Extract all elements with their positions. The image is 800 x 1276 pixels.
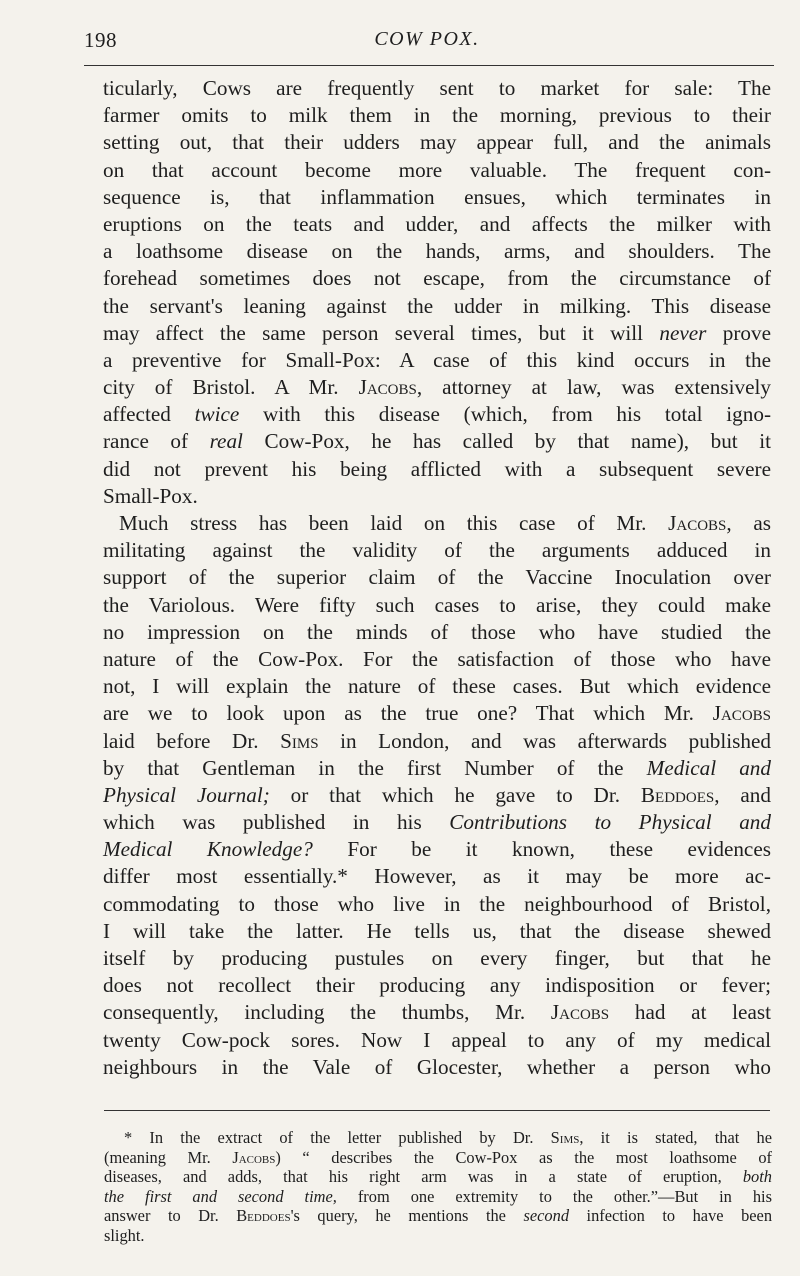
body-line: Medical Knowledge? For be it known, these evidences	[103, 837, 771, 862]
body-line: ticularly, Cows are frequently sent to market for sale: The	[103, 76, 771, 100]
body-line: setting out, that their udders may appear full, and the animals	[103, 130, 771, 155]
footnote-line: slight.	[104, 1225, 145, 1245]
body-line: forehead sometimes does not escape, from the circumstance of	[103, 266, 771, 291]
body-line: affected twice with this disease (which, from his total igno-	[103, 402, 772, 427]
body-line: laid before Dr. Sims in London, and was afterwards published	[103, 728, 771, 753]
body-line: differ most essentially.* However, as it may be more ac-	[103, 864, 771, 889]
body-line: a preventive for Small-Pox: A case of this kind occurs in the	[103, 347, 771, 372]
body-line: neighbours in the Vale of Glocester, whether a person who	[103, 1054, 771, 1079]
body-line: rance of real Cow-Pox, he has called by that name), but it	[103, 429, 771, 454]
body-line: a loathsome disease on the hands, arms, and shoulders. The	[103, 239, 771, 264]
body-line: militating against the validity of the arguments adduced in	[103, 538, 771, 563]
footnote-line: * In the extract of the letter published by Dr. Sims, it is stated, that he	[124, 1128, 772, 1147]
body-line: nature of the Cow-Pox. For the satisfaction of those who have	[103, 646, 771, 671]
body-line: sequence is, that inflammation ensues, which terminates in	[103, 184, 771, 209]
body-line: on that account become more valuable. The frequent con-	[103, 157, 771, 182]
body-line: support of the superior claim of the Vaccine Inoculation over	[103, 565, 771, 590]
body-text	[103, 75, 771, 1081]
body-line: city of Bristol. A Mr. Jacobs, attorney at law, was extensively	[103, 375, 771, 400]
body-line: no impression on the minds of those who have studied the	[103, 619, 771, 644]
body-line: are we to look upon as the true one? That which Mr. Jacobs	[103, 701, 771, 726]
footnote	[104, 1128, 772, 1246]
body-line: does not recollect their producing any indisposition or fever;	[103, 973, 771, 998]
header-rule	[84, 65, 774, 66]
page-header	[84, 24, 770, 64]
body-line: commodating to those who live in the neighbourhood of Bristol,	[103, 891, 771, 916]
footnote-line: (meaning Mr. Jacobs) “ describes the Cow-Pox as the most loathsome of	[104, 1147, 772, 1167]
body-line: by that Gentleman in the first Number of the Medical and	[103, 755, 771, 780]
body-line: consequently, including the thumbs, Mr. Jacobs had at least	[103, 1000, 771, 1025]
footnote-rule	[104, 1110, 770, 1111]
page-number: 198	[84, 28, 117, 52]
body-line: I will take the latter. He tells us, that the disease shewed	[103, 918, 771, 943]
footnote-line: diseases, and adds, that his right arm was in a state of eruption, both	[104, 1167, 772, 1187]
body-line: Much stress has been laid on this case of Mr. Jacobs, as	[119, 511, 772, 535]
body-line: eruptions on the teats and udder, and affects the milker with	[103, 211, 771, 236]
body-line: Small-Pox.	[103, 483, 198, 508]
running-title: COW POX.	[374, 28, 480, 50]
body-line: farmer omits to milk them in the morning, previous to their	[103, 103, 771, 128]
body-line: itself by producing pustules on every finger, but that he	[103, 946, 771, 970]
body-line: Physical Journal; or that which he gave to Dr. Beddoes, and	[103, 782, 771, 807]
body-line: twenty Cow-pock sores. Now I appeal to any of my medical	[103, 1027, 771, 1052]
body-line: not, I will explain the nature of these cases. But which evidence	[103, 674, 771, 699]
body-line: which was published in his Contributions to Physical and	[103, 810, 771, 835]
body-line: may affect the same person several times, but it will never prove	[103, 320, 771, 345]
body-line: the Variolous. Were fifty such cases to arise, they could make	[103, 592, 771, 617]
footnote-line: answer to Dr. Beddoes's query, he mentions the second infection to have been	[104, 1206, 773, 1226]
footnote-line: the first and second time, from one extremity to the other.”—But in his	[104, 1186, 772, 1206]
body-line: the servant's leaning against the udder in milking. This disease	[103, 293, 771, 318]
body-line: did not prevent his being afflicted with a subsequent severe	[103, 456, 771, 481]
